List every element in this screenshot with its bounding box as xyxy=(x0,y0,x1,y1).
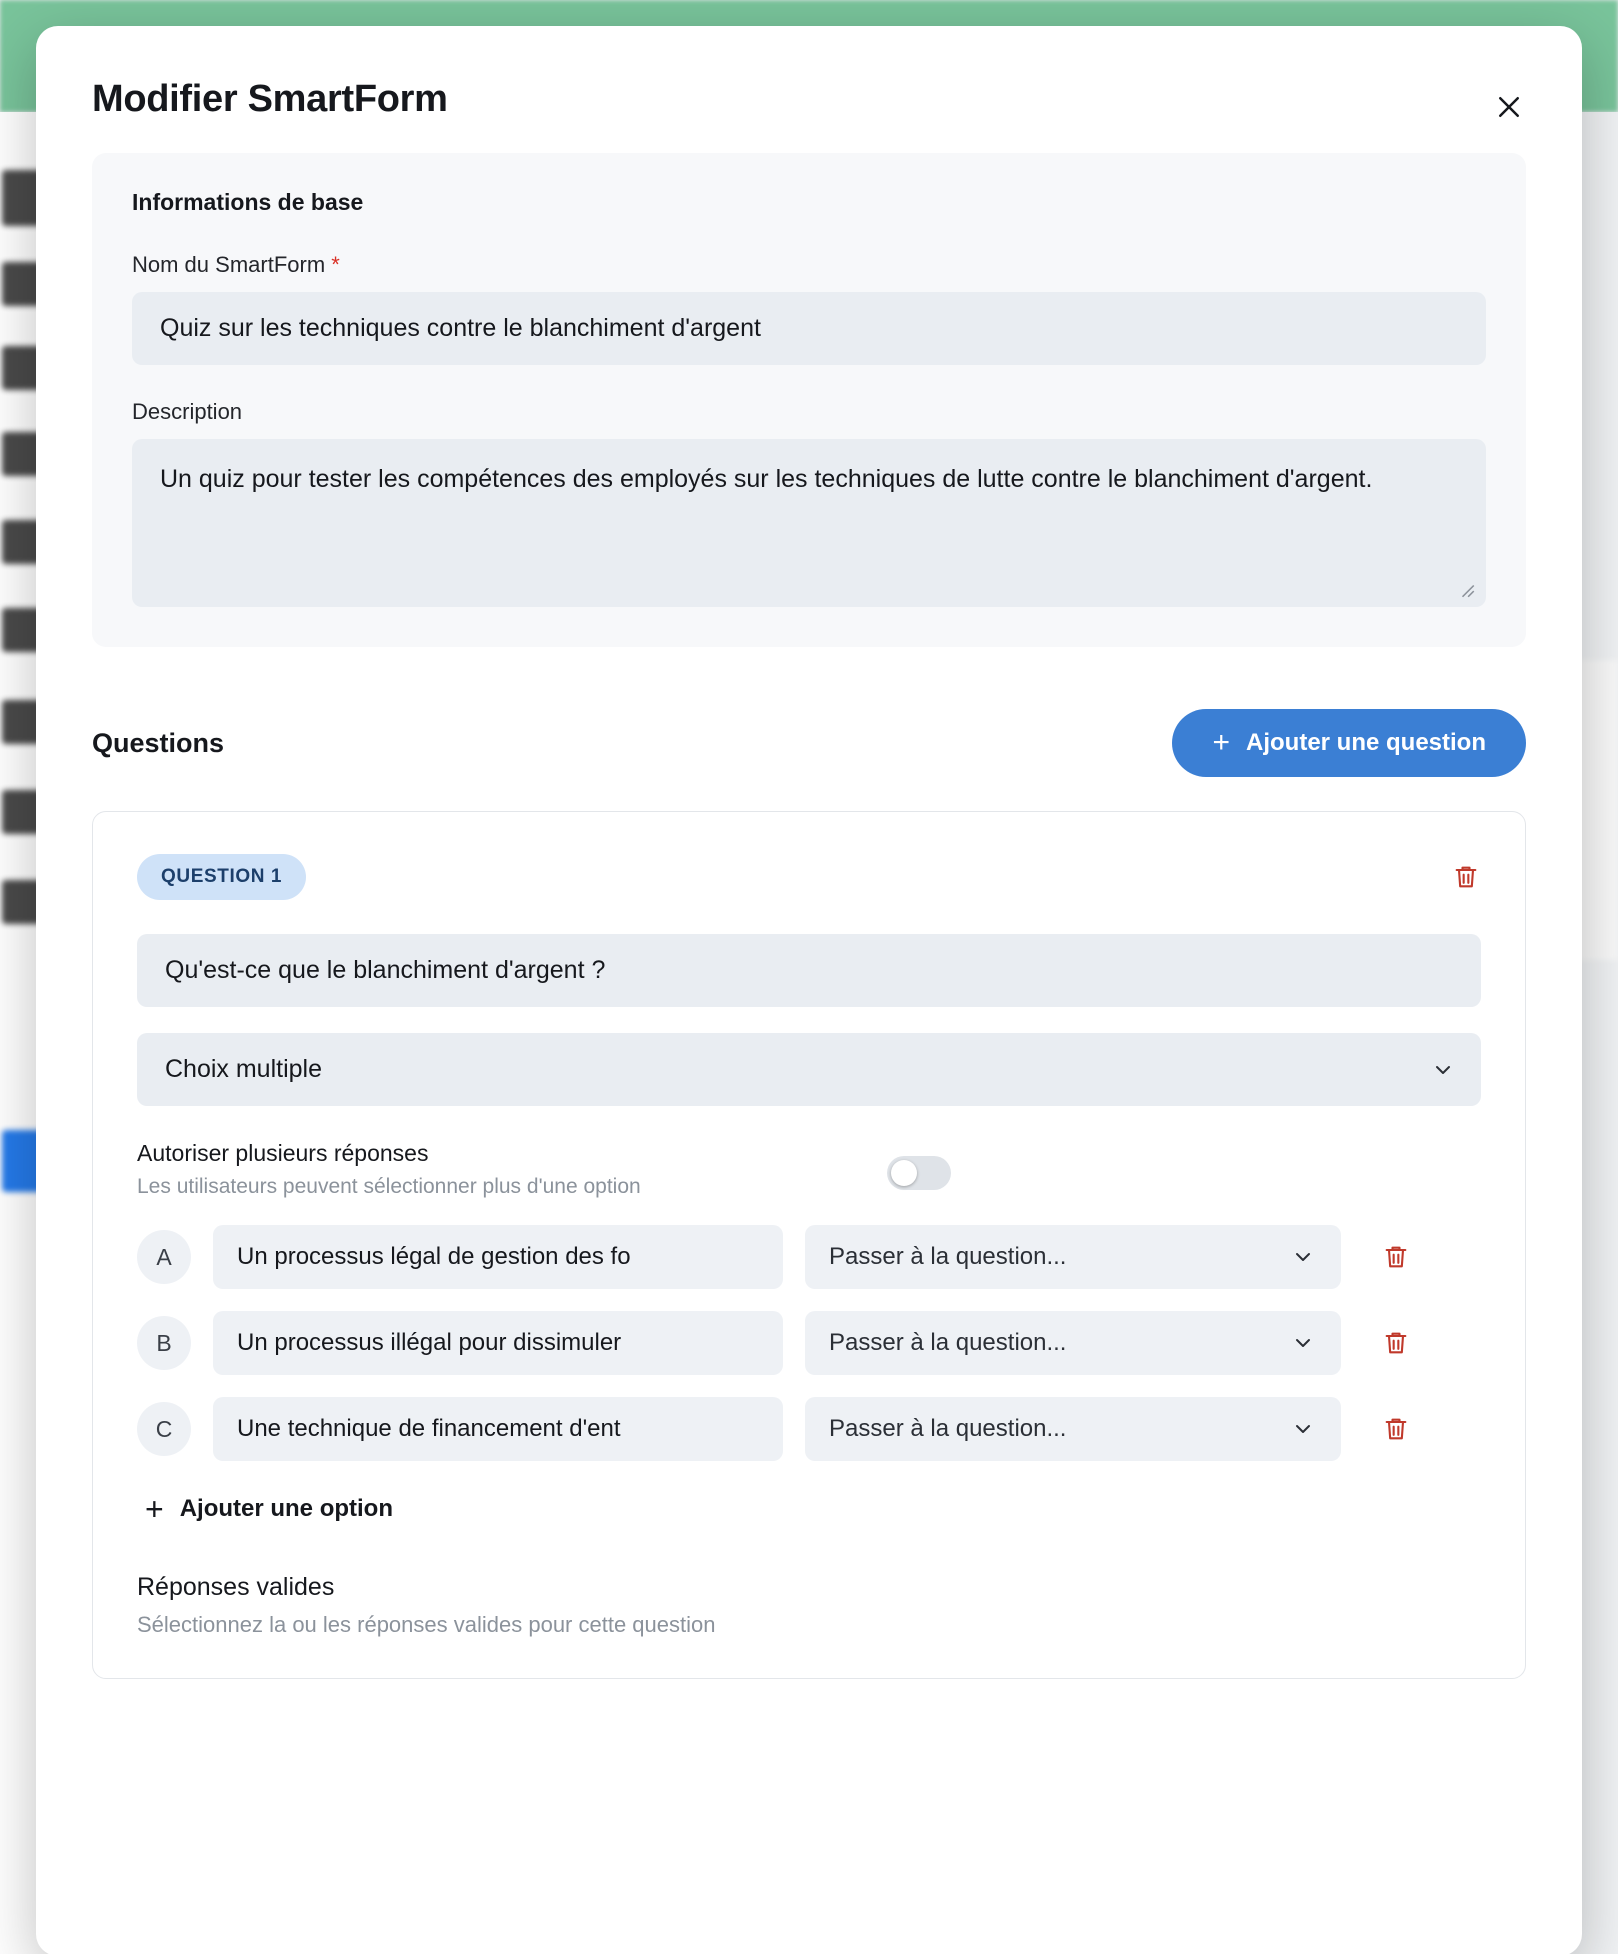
close-icon[interactable] xyxy=(1488,86,1530,128)
allow-multiple-toggle[interactable] xyxy=(887,1156,951,1190)
options-list xyxy=(137,1225,1481,1525)
add-question-button[interactable] xyxy=(1172,709,1526,777)
edit-smartform-modal xyxy=(36,26,1582,1954)
questions-heading: Questions xyxy=(92,727,225,758)
plus-icon: + xyxy=(145,1491,164,1527)
question-type-select-wrap xyxy=(137,1033,1481,1106)
option-letter: C xyxy=(137,1402,191,1456)
questions-toolbar xyxy=(92,709,1526,777)
valid-answers-title: Réponses valides xyxy=(137,1573,335,1601)
basic-info-card xyxy=(92,153,1526,647)
valid-answers-help: Sélectionnez la ou les réponses valides pour cette question xyxy=(137,1612,716,1637)
option-jump-select[interactable]: Passer à la question... xyxy=(805,1225,1341,1289)
page-title: Modifier SmartForm xyxy=(92,78,448,120)
option-row xyxy=(137,1397,1481,1461)
option-jump-wrap xyxy=(805,1225,1341,1289)
add-question-label: Ajouter une question xyxy=(1246,729,1486,756)
description-field-wrap xyxy=(132,439,1486,607)
option-letter: B xyxy=(137,1316,191,1370)
add-option-label: Ajouter une option xyxy=(179,1495,393,1522)
question-card xyxy=(92,811,1526,1679)
trash-icon xyxy=(1382,1242,1410,1272)
option-jump-select[interactable]: Passer à la question... xyxy=(805,1311,1341,1375)
smartform-name-label xyxy=(132,252,1486,278)
modal-body xyxy=(36,153,1582,1719)
question-text-input[interactable] xyxy=(137,934,1481,1007)
required-asterisk: * xyxy=(331,252,340,277)
basic-info-heading: Informations de base xyxy=(132,189,364,215)
option-text-input[interactable] xyxy=(213,1311,783,1375)
delete-option-button[interactable] xyxy=(1381,1327,1411,1359)
trash-icon xyxy=(1382,1328,1410,1358)
add-option-button[interactable] xyxy=(137,1483,393,1525)
valid-answers-block xyxy=(137,1573,1481,1638)
allow-multiple-help: Les utilisateurs peuvent sélectionner plus d'une option xyxy=(137,1175,641,1198)
option-jump-wrap xyxy=(805,1311,1341,1375)
delete-question-button[interactable] xyxy=(1451,861,1481,893)
option-jump-select[interactable]: Passer à la question... xyxy=(805,1397,1341,1461)
trash-icon xyxy=(1382,1414,1410,1444)
smartform-name-label-text: Nom du SmartForm xyxy=(132,252,326,277)
allow-multiple-texts xyxy=(137,1140,857,1199)
status-badge: QUESTION 1 xyxy=(137,854,306,900)
allow-multiple-row xyxy=(137,1140,1481,1199)
allow-multiple-label: Autoriser plusieurs réponses xyxy=(137,1140,429,1166)
description-label: Description xyxy=(132,399,243,424)
option-jump-wrap xyxy=(805,1397,1341,1461)
delete-option-button[interactable] xyxy=(1381,1241,1411,1273)
option-row xyxy=(137,1311,1481,1375)
option-letter: A xyxy=(137,1230,191,1284)
question-card-header xyxy=(137,854,1481,900)
option-row xyxy=(137,1225,1481,1289)
trash-icon xyxy=(1452,862,1480,892)
modal-header xyxy=(36,26,1582,139)
smartform-name-input[interactable] xyxy=(132,292,1486,365)
description-textarea[interactable] xyxy=(132,439,1486,607)
option-text-input[interactable] xyxy=(213,1225,783,1289)
question-type-select[interactable]: Choix multiple xyxy=(137,1033,1481,1106)
delete-option-button[interactable] xyxy=(1381,1413,1411,1445)
plus-icon: + xyxy=(1212,726,1230,759)
option-text-input[interactable] xyxy=(213,1397,783,1461)
toggle-knob xyxy=(891,1160,917,1186)
